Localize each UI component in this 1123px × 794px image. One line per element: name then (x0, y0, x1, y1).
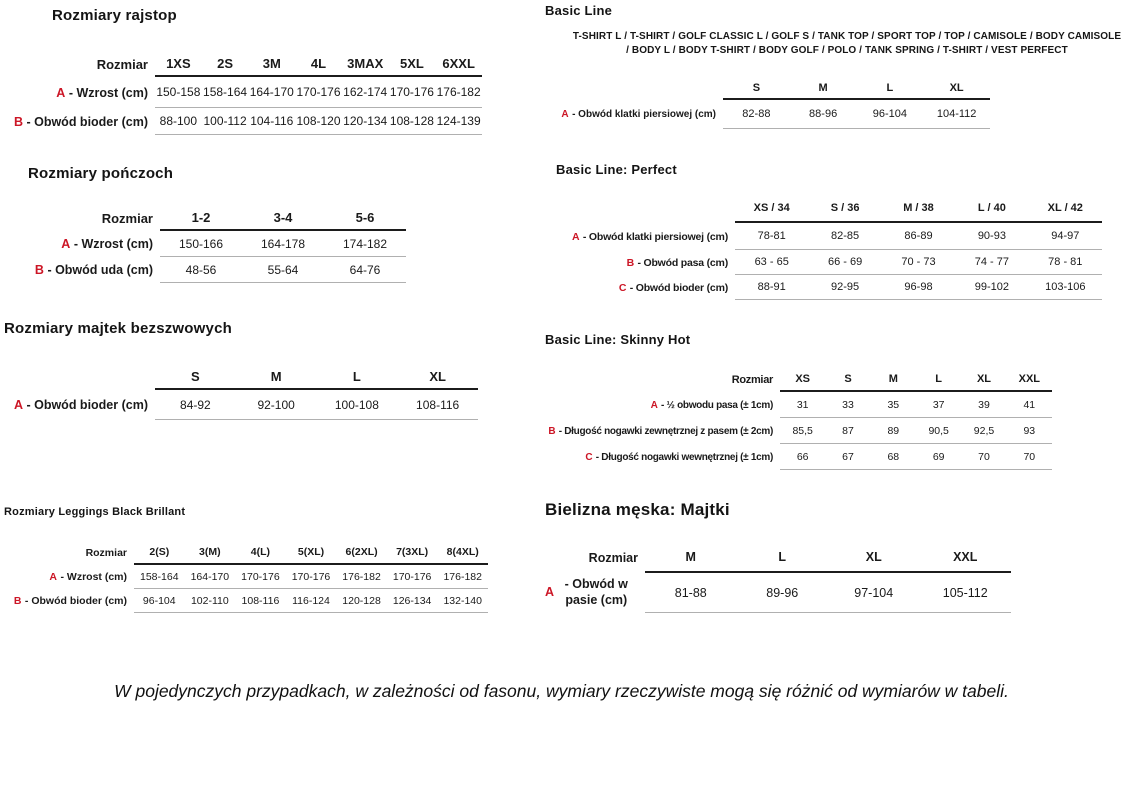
size-value: 164-178 (242, 231, 324, 257)
size-value: 164-170 (248, 77, 295, 108)
column-header: 3MAX (342, 54, 389, 77)
size-table-mens-underwear-briefs (545, 500, 1123, 613)
size-value: 82-88 (723, 100, 790, 129)
measure-label: - Obwód bioder (cm) (24, 595, 127, 607)
column-header: 1XS (155, 54, 202, 77)
measure-letter: B (13, 114, 23, 129)
size-value: 82-85 (808, 223, 881, 250)
column-header: XXL (920, 545, 1012, 573)
size-value: 150-166 (160, 231, 242, 257)
measure-letter: B (13, 595, 22, 607)
measure-label: - Wzrost (cm) (73, 237, 153, 251)
measure-letter: A (56, 85, 66, 100)
size-value: 99-102 (955, 275, 1028, 300)
corner-label: Rozmiar (101, 210, 153, 226)
measure-label: - Wzrost (cm) (60, 571, 127, 583)
size-value: 176-182 (336, 565, 387, 589)
measure-letter: A (650, 399, 658, 411)
column-header: XL (828, 545, 920, 573)
column-header: M (645, 545, 737, 573)
size-value: 88-91 (735, 275, 808, 300)
column-header: L / 40 (955, 197, 1028, 223)
column-header: XXL (1007, 369, 1052, 392)
size-value: 158-164 (134, 565, 185, 589)
size-value: 39 (961, 392, 1006, 418)
size-value: 88-96 (790, 100, 857, 129)
column-header: L (317, 366, 398, 390)
column-header: S (825, 369, 870, 392)
size-value: 69 (916, 444, 961, 470)
column-header: XS (780, 369, 825, 392)
measure-label: - Obwód w pasie (cm) (564, 577, 628, 607)
row-label (545, 418, 780, 444)
measure-letter: A (49, 571, 57, 583)
size-value: 92-95 (808, 275, 881, 300)
measure-label: - Długość nogawki wewnętrznej (± 1cm) (595, 451, 773, 463)
row-label (0, 589, 134, 613)
size-value: 176-182 (435, 77, 482, 108)
size-value: 170-176 (235, 565, 286, 589)
size-value: 174-182 (324, 231, 406, 257)
measure-letter: B (548, 425, 556, 437)
column-header: M (790, 79, 857, 100)
corner-label: Rozmiar (85, 547, 127, 559)
size-value: 81-88 (645, 573, 737, 613)
size-value: 92-100 (236, 390, 317, 420)
size-value: 88-100 (155, 108, 202, 135)
size-value: 93 (1007, 418, 1052, 444)
size-value: 104-116 (248, 108, 295, 135)
table-title: Basic Line: Skinny Hot (545, 332, 691, 347)
size-value: 94-97 (1029, 223, 1102, 250)
size-value: 120-134 (342, 108, 389, 135)
size-value: 96-104 (134, 589, 185, 613)
size-value: 132-140 (437, 589, 488, 613)
measure-label: - Obwód bioder (cm) (26, 114, 148, 129)
column-header: 4(L) (235, 543, 286, 565)
column-header: M / 38 (882, 197, 955, 223)
size-value: 37 (916, 392, 961, 418)
size-value: 170-176 (295, 77, 342, 108)
column-header: 3M (248, 54, 295, 77)
size-value: 74 - 77 (955, 250, 1028, 275)
column-header: 2S (202, 54, 249, 77)
disclaimer-note: W pojedynczych przypadkach, w zależności od fasonu, wymiary rzeczywiste mogą się różnić od wymiarów w tabeli. (114, 681, 1009, 701)
corner-label (0, 366, 155, 390)
corner-label: Rozmiar (731, 373, 773, 386)
size-value: 100-112 (202, 108, 249, 135)
size-table-stockings (0, 165, 500, 283)
size-value: 170-176 (389, 77, 436, 108)
size-value: 41 (1007, 392, 1052, 418)
row-label (0, 390, 155, 420)
column-header: M (236, 366, 317, 390)
column-header: 2(S) (134, 543, 185, 565)
row-label (0, 257, 160, 283)
column-header: S (155, 366, 236, 390)
measure-letter: A (61, 237, 71, 251)
size-value: 108-116 (235, 589, 286, 613)
column-header: 6XXL (435, 54, 482, 77)
size-value: 150-158 (155, 77, 202, 108)
size-table-leggings-black-brillant (0, 506, 500, 613)
column-header: S / 36 (808, 197, 881, 223)
column-header: XL (923, 79, 990, 100)
size-value: 97-104 (828, 573, 920, 613)
size-value: 102-110 (185, 589, 236, 613)
size-value: 164-170 (185, 565, 236, 589)
table-title: Rozmiary pończoch (28, 165, 174, 182)
size-value: 55-64 (242, 257, 324, 283)
column-header: L (737, 545, 829, 573)
size-value: 116-124 (286, 589, 337, 613)
measure-letter: C (585, 451, 593, 463)
column-header: 5XL (389, 54, 436, 77)
row-label (545, 444, 780, 470)
column-header: M (871, 369, 916, 392)
row-label (545, 275, 735, 300)
column-header: XL (961, 369, 1006, 392)
size-value: 89-96 (737, 573, 829, 613)
size-value: 86-89 (882, 223, 955, 250)
size-value: 108-116 (397, 390, 478, 420)
column-header: 3(M) (185, 543, 236, 565)
measure-label: - Obwód klatki piersiowej (cm) (572, 109, 716, 120)
size-table-grid (545, 197, 1102, 300)
size-table-grid (545, 369, 1052, 470)
measure-letter: C (618, 281, 627, 294)
size-value: 126-134 (387, 589, 438, 613)
column-header: 6(2XL) (336, 543, 387, 565)
table-title: Basic Line: Perfect (556, 162, 677, 177)
column-header: L (916, 369, 961, 392)
column-header: 1-2 (160, 207, 242, 231)
row-label (545, 392, 780, 418)
size-table-basic-line (545, 3, 1123, 129)
size-value: 96-98 (882, 275, 955, 300)
measure-letter: B (34, 263, 44, 277)
measure-letter: A (545, 585, 555, 600)
table-title: Bielizna męska: Majtki (545, 500, 730, 519)
size-table-basic-line-skinny-hot (545, 332, 1123, 470)
size-value: 120-128 (336, 589, 387, 613)
size-value: 108-128 (389, 108, 436, 135)
size-table-grid (0, 543, 488, 613)
column-header: 7(3XL) (387, 543, 438, 565)
measure-label: - Obwód pasa (cm) (637, 256, 728, 269)
size-value: 84-92 (155, 390, 236, 420)
measure-label: - Wzrost (cm) (68, 85, 148, 100)
size-value: 31 (780, 392, 825, 418)
size-value: 105-112 (920, 573, 1012, 613)
size-value: 33 (825, 392, 870, 418)
size-value: 35 (871, 392, 916, 418)
size-table-grid (545, 79, 990, 129)
column-header: XL / 42 (1029, 197, 1102, 223)
size-table-tights (0, 7, 500, 135)
size-value: 104-112 (923, 100, 990, 129)
size-value: 48-56 (160, 257, 242, 283)
row-label (545, 100, 723, 129)
size-value: 66 (780, 444, 825, 470)
column-header: 3-4 (242, 207, 324, 231)
size-value: 90,5 (916, 418, 961, 444)
measure-letter: A (571, 230, 580, 243)
size-value: 90-93 (955, 223, 1028, 250)
corner-label: Rozmiar (96, 57, 148, 72)
column-header: XL (397, 366, 478, 390)
size-value: 68 (871, 444, 916, 470)
size-table-basic-line-perfect (545, 162, 1123, 300)
size-value: 92,5 (961, 418, 1006, 444)
size-value: 89 (871, 418, 916, 444)
measure-letter: B (626, 256, 634, 269)
measure-label: - Długość nogawki zewnętrznej z pasem (± 2cm) (558, 425, 773, 437)
size-value: 124-139 (435, 108, 482, 135)
size-table-seamless-panties (0, 320, 500, 420)
column-header: S (723, 79, 790, 100)
table-title: Rozmiary rajstop (52, 7, 177, 24)
size-table-grid (545, 545, 1011, 613)
size-table-grid (0, 207, 406, 283)
measure-letter: A (13, 398, 23, 412)
size-value: 78 - 81 (1029, 250, 1102, 275)
size-value: 85,5 (780, 418, 825, 444)
row-label (545, 223, 735, 250)
measure-letter: A (561, 109, 569, 120)
column-header: 8(4XL) (437, 543, 488, 565)
size-value: 70 (1007, 444, 1052, 470)
measure-label: - Obwód uda (cm) (47, 263, 153, 277)
size-value: 70 - 73 (882, 250, 955, 275)
measure-label: - Obwód bioder (cm) (629, 281, 728, 294)
table-title: Rozmiary Leggings Black Brillant (4, 506, 186, 518)
size-value: 108-120 (295, 108, 342, 135)
corner-label: Rozmiar (588, 551, 638, 565)
size-value: 70 (961, 444, 1006, 470)
measure-label: - Obwód klatki piersiowej (cm) (582, 230, 728, 243)
corner-label (545, 197, 735, 223)
size-value: 158-164 (202, 77, 249, 108)
size-value: 103-106 (1029, 275, 1102, 300)
row-label (0, 108, 155, 135)
size-value: 176-182 (437, 565, 488, 589)
measure-label: - Obwód bioder (cm) (26, 398, 148, 412)
size-value: 96-104 (857, 100, 924, 129)
size-value: 64-76 (324, 257, 406, 283)
table-title: Rozmiary majtek bezszwowych (4, 320, 232, 337)
size-value: 100-108 (317, 390, 398, 420)
size-value: 162-174 (342, 77, 389, 108)
row-label (0, 77, 155, 108)
product-list: T-SHIRT L / T-SHIRT / GOLF CLASSIC L / GOLF S / TANK TOP / SPORT TOP / TOP / CAMISOLE / BODY CAMISOLE / BODY L / BODY T-SHIRT / BODY GOLF / POLO / TANK SPRING / T-SHIRT / VEST PERFECT (572, 31, 1122, 56)
corner-label (545, 79, 723, 100)
size-value: 87 (825, 418, 870, 444)
column-header: 5(XL) (286, 543, 337, 565)
size-value: 78-81 (735, 223, 808, 250)
row-label (545, 573, 645, 613)
column-header: XS / 34 (735, 197, 808, 223)
column-header: 5-6 (324, 207, 406, 231)
measure-label: - ½ obwodu pasa (± 1cm) (661, 399, 773, 411)
column-header: 4L (295, 54, 342, 77)
size-value: 170-176 (286, 565, 337, 589)
size-table-grid (0, 54, 482, 135)
size-value: 66 - 69 (808, 250, 881, 275)
size-value: 67 (825, 444, 870, 470)
size-table-grid (0, 366, 478, 420)
table-title: Basic Line (545, 3, 613, 18)
column-header: L (857, 79, 924, 100)
row-label (0, 565, 134, 589)
row-label (0, 231, 160, 257)
size-value: 170-176 (387, 565, 438, 589)
row-label (545, 250, 735, 275)
size-value: 63 - 65 (735, 250, 808, 275)
